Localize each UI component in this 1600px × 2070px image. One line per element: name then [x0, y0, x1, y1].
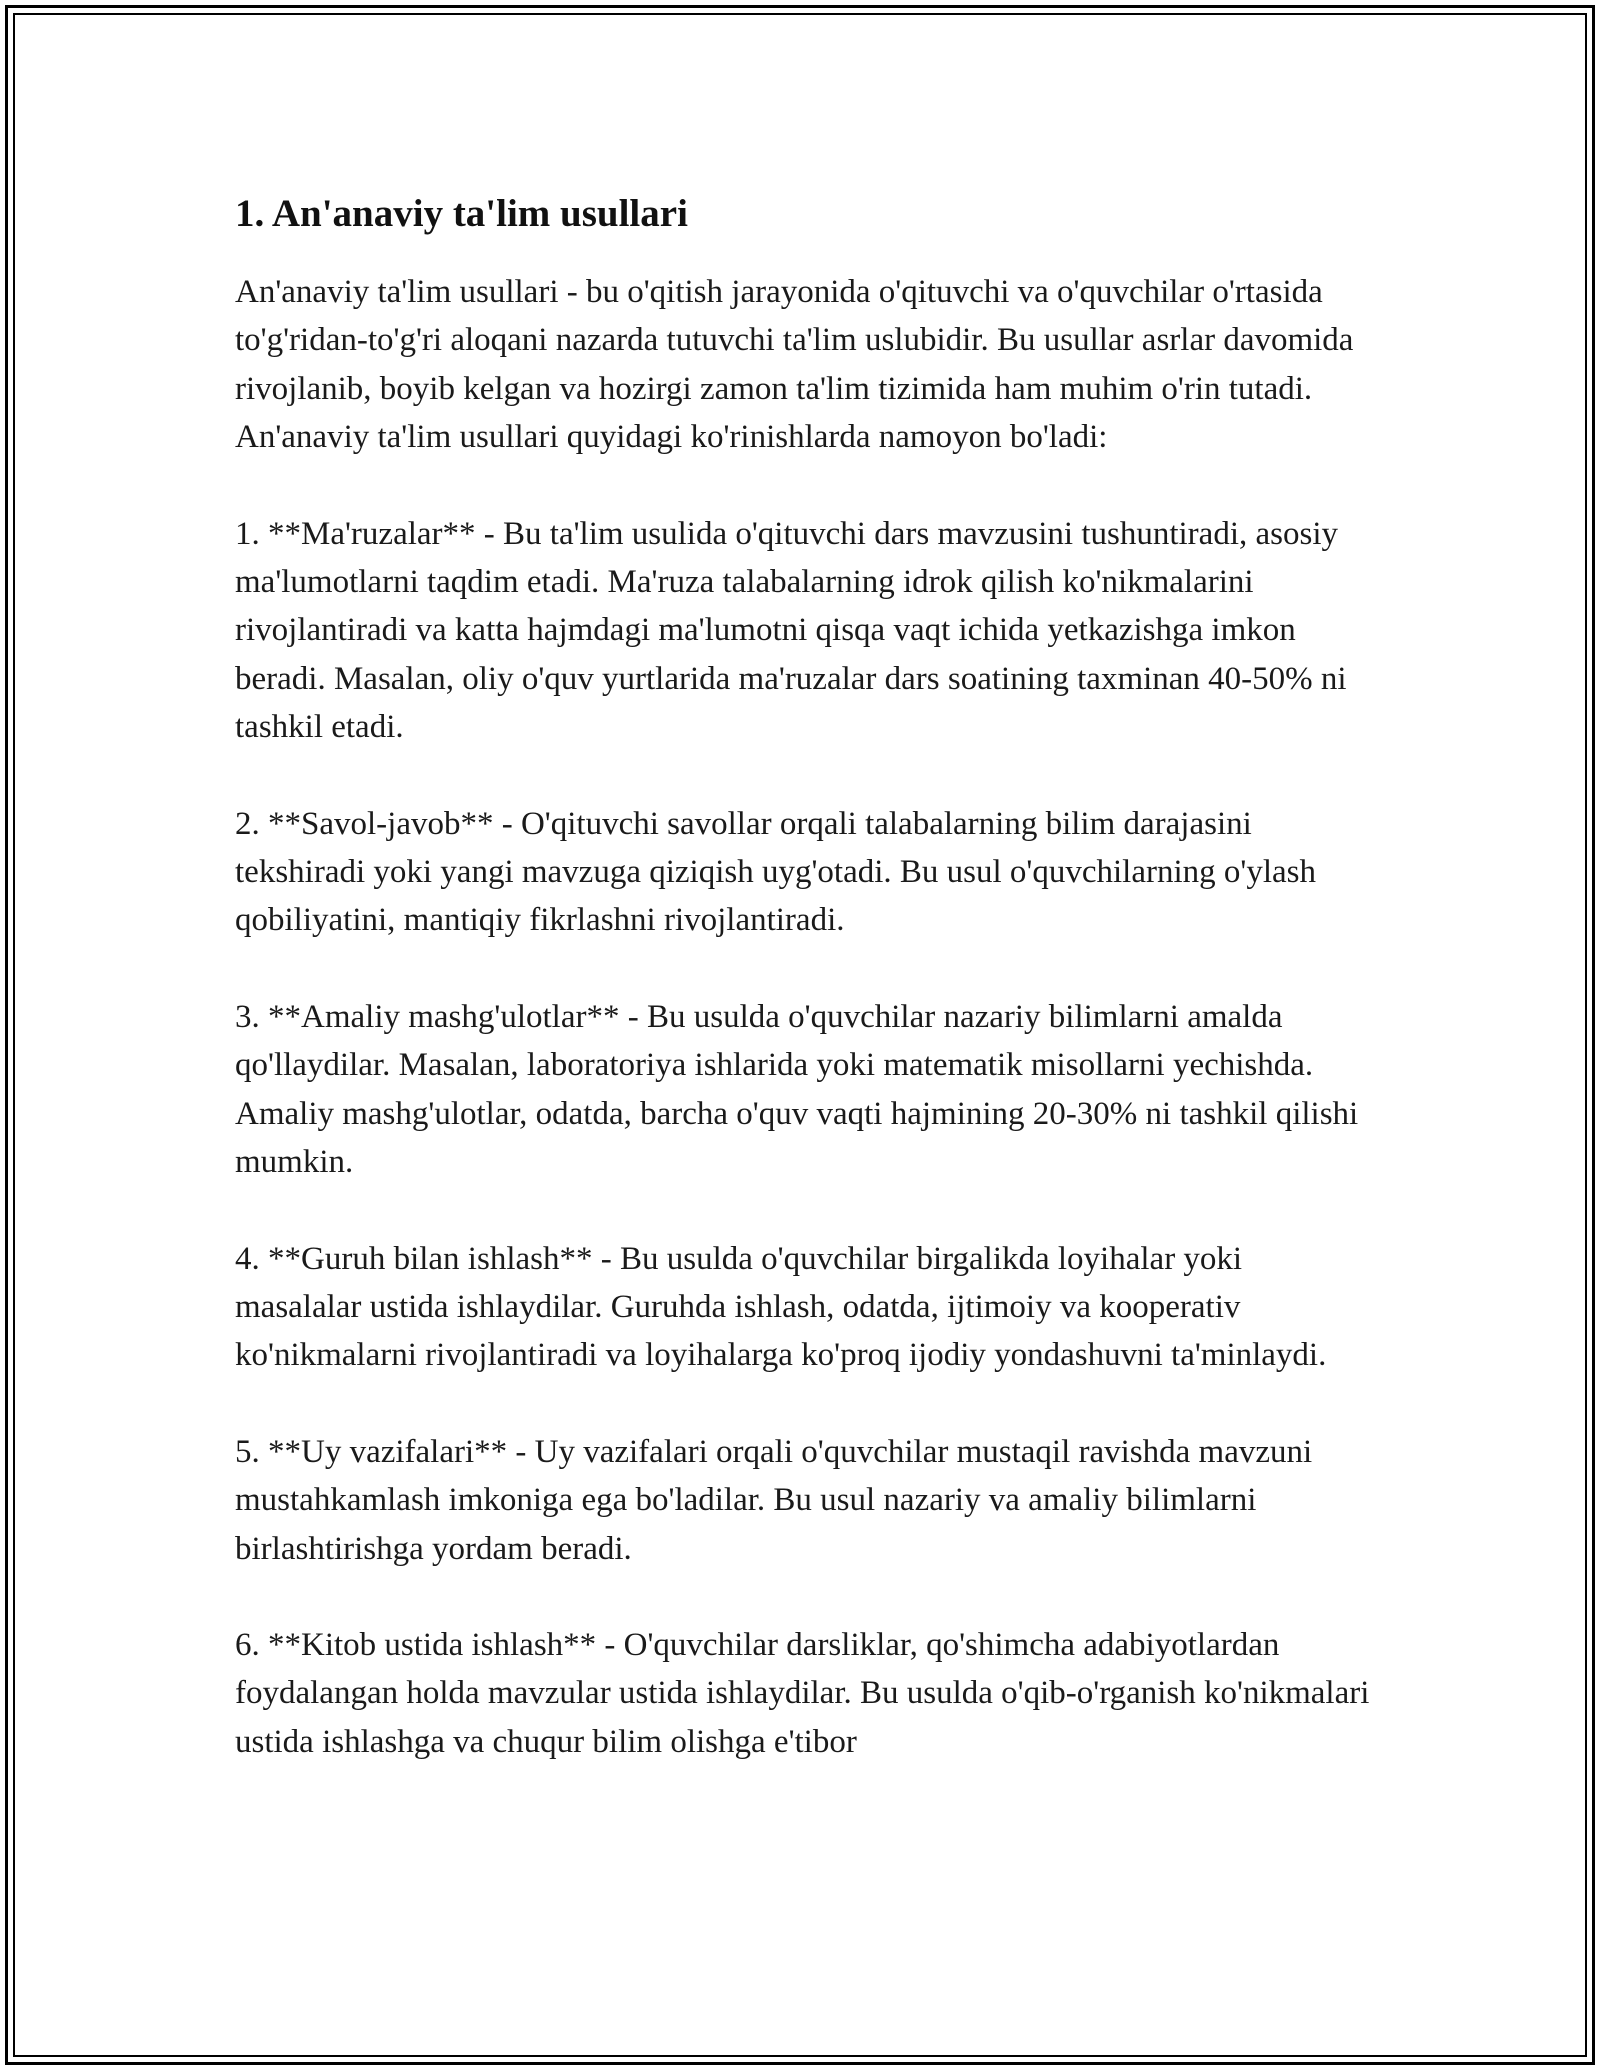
- list-item-lectures: 1. **Ma'ruzalar** - Bu ta'lim usulida o'qituvchi dars mavzusini tushuntiradi, asosiy ma'lumotlarni taqdim etadi. Ma'ruza talabalarning idrok qilish ko'nikmalarini rivojlantiradi va katta hajmdagi ma'lumotni qisqa vaqt ichida yetkazishga imkon beradi. Masalan, oliy o'quv yurtlarida ma'ruzalar dars soatining taxminan 40-50% ni tashkil etadi.: [235, 515, 1347, 746]
- intro-paragraph: An'anaviy ta'lim usullari - bu o'qitish jarayonida o'qituvchi va o'quvchilar o'rtasida to'g'ridan-to'g'ri aloqani nazarda tutuvchi ta'lim uslubidir. Bu usullar asrlar davomida rivojlanib, boyib kelgan va hozirgi zamon ta'lim tizimida ham muhim o'rin tutadi. An'anaviy ta'lim usullari quyidagi ko'rinishlarda namoyon bo'ladi:: [235, 274, 1354, 456]
- document-body: [235, 188, 1375, 1814]
- list-item-group-work: 4. **Guruh bilan ishlash** - Bu usulda o'quvchilar birgalikda loyihalar yoki masalalar ustida ishlaydilar. Guruhda ishlash, odatda, ijtimoiy va kooperativ ko'nikmalarni rivojlantiradi va loyihalarga ko'proq ijodiy yondashuvni ta'minlaydi.: [235, 1240, 1327, 1374]
- list-item-homework: 5. **Uy vazifalari** - Uy vazifalari orqali o'quvchilar mustaqil ravishda mavzuni mustahkamlash imkoniga ega bo'ladilar. Bu usul nazariy va amaliy bilimlarni birlashtirishga yordam beradi.: [235, 1433, 1313, 1567]
- section-heading: 1. An'anaviy ta'lim usullari: [235, 192, 688, 235]
- list-item-book-work: 6. **Kitob ustida ishlash** - O'quvchilar darsliklar, qo'shimcha adabiyotlardan foydalangan holda mavzular ustida ishlaydilar. Bu usulda o'qib-o'rganish ko'nikmalari ustida ishlashga va chuqur bilim olishga e'tibor: [235, 1626, 1370, 1760]
- list-item-question-answer: 2. **Savol-javob** - O'qituvchi savollar orqali talabalarning bilim darajasini tekshiradi yoki yangi mavzuga qiziqish uyg'otadi. Bu usul o'quvchilarning o'ylash qobiliyatini, mantiqiy fikrlashni rivojlantiradi.: [235, 805, 1317, 939]
- list-item-practical-sessions: 3. **Amaliy mashg'ulotlar** - Bu usulda o'quvchilar nazariy bilimlarni amalda qo'llaydilar. Masalan, laboratoriya ishlarida yoki matematik misollarni yechishda. Amaliy mashg'ulotlar, odatda, barcha o'quv vaqti hajmining 20-30% ni tashkil qilishi mumkin.: [235, 998, 1359, 1181]
